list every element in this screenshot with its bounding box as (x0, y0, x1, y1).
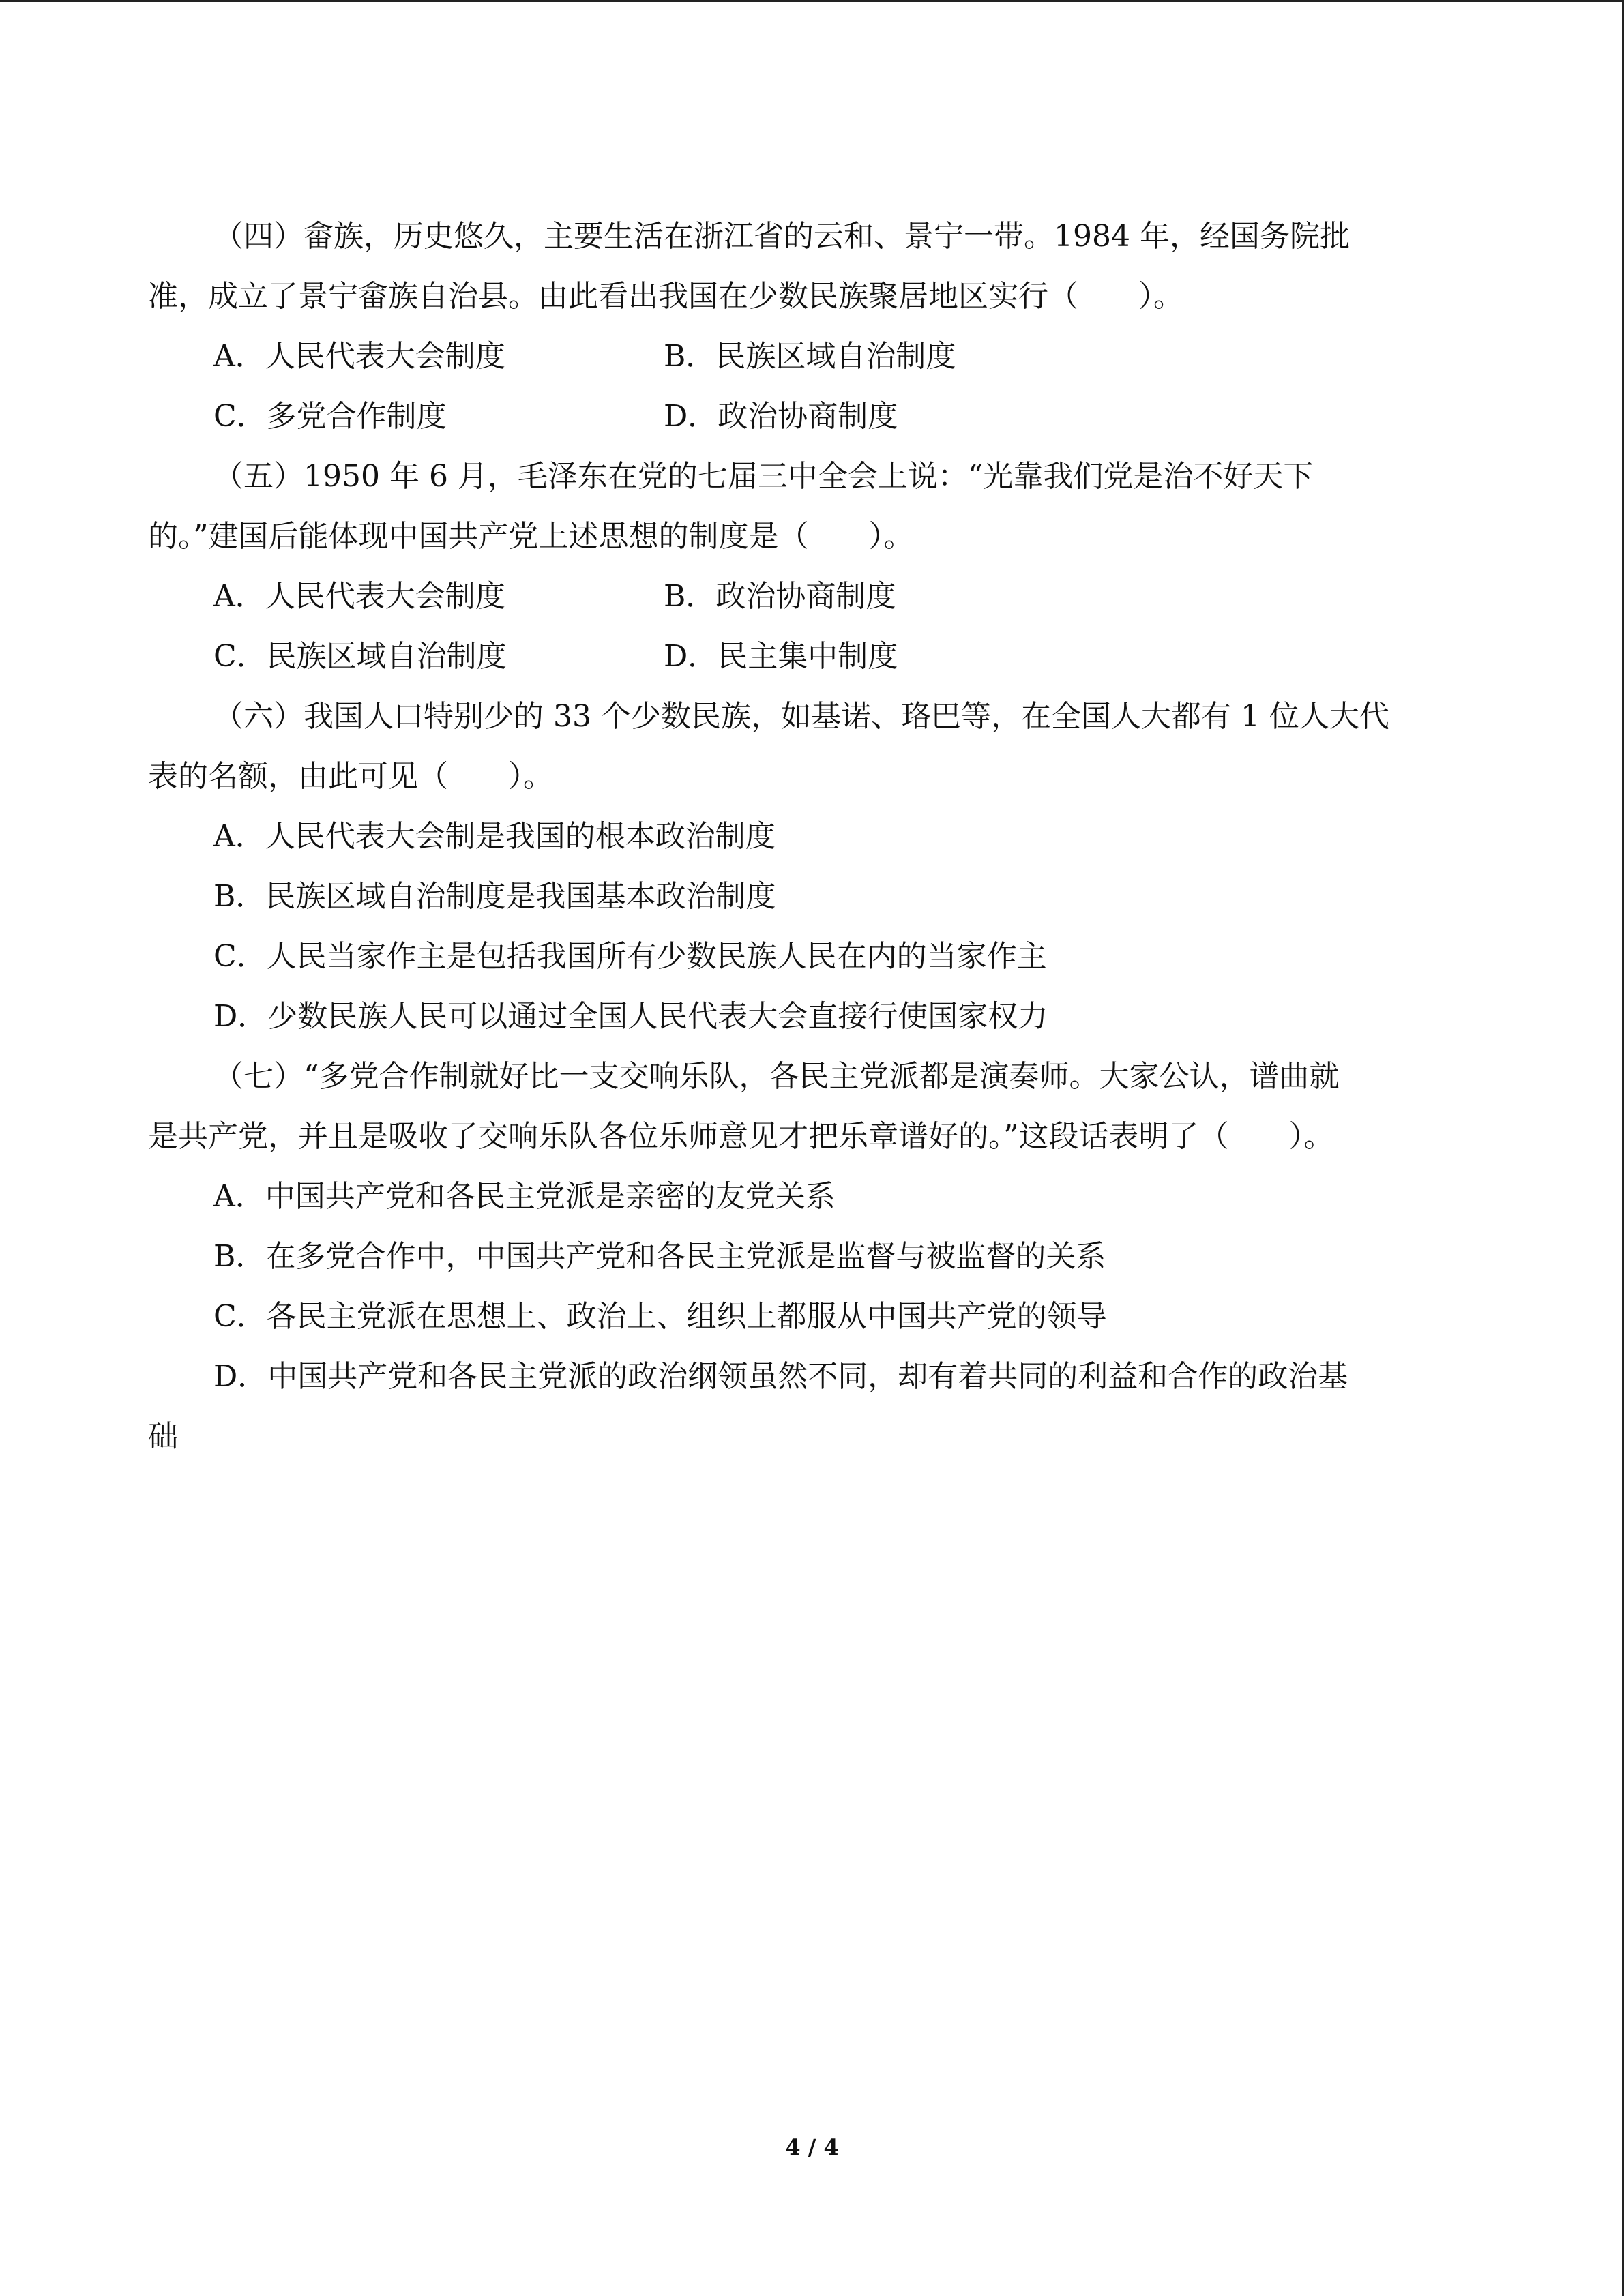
question-4-option-c: C．多党合作制度 (213, 399, 447, 434)
question-7-option-d-line-2: 础 (148, 1419, 178, 1454)
question-5-options-row-2 (148, 633, 1478, 693)
question-6-option-b: B．民族区域自治制度是我国基本政治制度 (213, 879, 776, 914)
question-5-option-b: B．政治协商制度 (664, 579, 896, 614)
question-5-option-c: C．民族区域自治制度 (213, 639, 507, 674)
question-4 (148, 213, 1478, 453)
question-5-option-d: D．民主集中制度 (664, 639, 898, 674)
question-6-option-c: C．人民当家作主是包括我国所有少数民族人民在内的当家作主 (213, 939, 1047, 974)
document-body (148, 213, 1478, 1473)
question-7-option-a: A．中国共产党和各民主党派是亲密的友党关系 (213, 1179, 836, 1214)
question-4-option-d: D．政治协商制度 (664, 399, 898, 434)
question-7 (148, 1053, 1478, 1473)
question-6-stem-line-1: （六）我国人口特别少的 33 个少数民族，如基诺、珞巴等，在全国人大都有 1 位人大代 (213, 699, 1389, 734)
question-6-option-d: D．少数民族人民可以通过全国人民代表大会直接行使国家权力 (213, 999, 1048, 1034)
question-4-options-row-2 (148, 393, 1478, 453)
question-6-stem-line-2: 表的名额，由此可见（ ）。 (148, 759, 553, 794)
question-4-option-a: A．人民代表大会制度 (213, 339, 505, 374)
question-7-option-b: B．在多党合作中，中国共产党和各民主党派是监督与被监督的关系 (213, 1239, 1106, 1274)
question-4-stem-line-1: （四）畲族，历史悠久，主要生活在浙江省的云和、景宁一带。1984 年，经国务院批 (213, 219, 1350, 254)
question-7-stem-line-1: （七）“多党合作制就好比一支交响乐队，各民主党派都是演奏师。大家公认，谱曲就 (213, 1059, 1340, 1094)
question-7-option-c: C．各民主党派在思想上、政治上、组织上都服从中国共产党的领导 (213, 1299, 1107, 1334)
question-6 (148, 693, 1478, 1053)
question-4-stem-line-2: 准，成立了景宁畲族自治县。由此看出我国在少数民族聚居地区实行（ ）。 (148, 279, 1183, 314)
question-4-options-row-1 (148, 333, 1478, 393)
question-5-option-a: A．人民代表大会制度 (213, 579, 505, 614)
question-6-option-a: A．人民代表大会制是我国的根本政治制度 (213, 819, 776, 854)
question-5-options-row-1 (148, 573, 1478, 633)
question-5-stem-line-1: （五）1950 年 6 月，毛泽东在党的七届三中全会上说：“光靠我们党是治不好天下 (213, 459, 1314, 494)
question-5-stem-line-2: 的。”建国后能体现中国共产党上述思想的制度是（ ）。 (148, 519, 914, 554)
question-4-option-b: B．民族区域自治制度 (664, 339, 956, 374)
question-7-stem-line-2: 是共产党，并且是吸收了交响乐队各位乐师意见才把乐章谱好的。”这段话表明了（ ）。 (148, 1119, 1334, 1154)
question-7-option-d-line-1: D．中国共产党和各民主党派的政治纲领虽然不同，却有着共同的利益和合作的政治基 (213, 1359, 1348, 1394)
page-number: 4 / 4 (785, 2134, 839, 2160)
question-5 (148, 453, 1478, 693)
